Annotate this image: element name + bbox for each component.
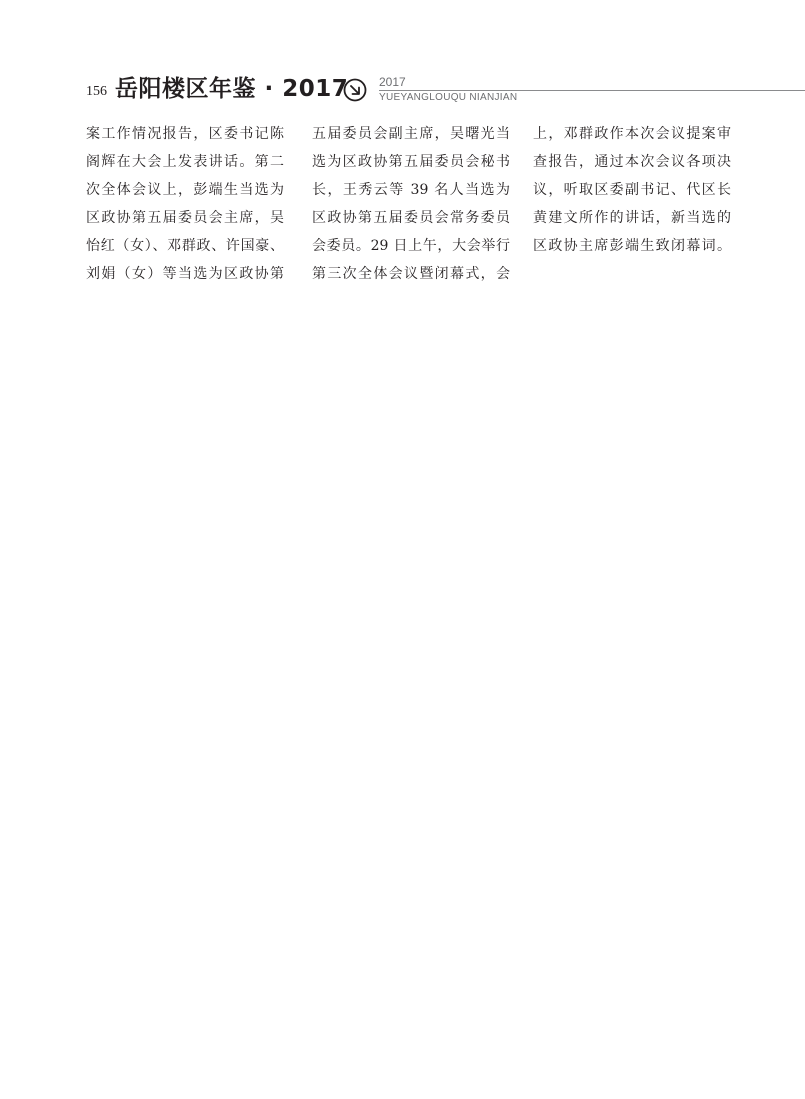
text-column-1 bbox=[86, 120, 284, 288]
text-line: 上，邓群政作本次会议提案审 bbox=[533, 126, 731, 142]
header-year: 2017 bbox=[379, 75, 406, 89]
text-line: 区政协主席彭端生致闭幕词。 bbox=[533, 238, 731, 254]
book-title: 岳阳楼区年鉴 · 2017 bbox=[115, 76, 349, 102]
text-line: 长，王秀云等 39 名人当选为 bbox=[312, 182, 510, 198]
text-column-2 bbox=[312, 120, 510, 288]
text-column-3 bbox=[533, 120, 731, 260]
text-line: 区政协第五届委员会常务委员 bbox=[312, 210, 510, 226]
text-line: 五届委员会副主席，吴曙光当 bbox=[312, 126, 510, 142]
text-line: 阁辉在大会上发表讲话。第二 bbox=[86, 154, 284, 170]
text-line: 黄建文所作的讲话，新当选的 bbox=[533, 210, 731, 226]
text-line: 议，听取区委副书记、代区长 bbox=[533, 182, 731, 198]
header-subtitle: YUEYANGLOUQU NIANJIAN bbox=[379, 92, 518, 103]
text-line: 次全体会议上，彭端生当选为 bbox=[86, 182, 284, 198]
text-line: 第三次全体会议暨闭幕式，会 bbox=[312, 266, 510, 282]
header-rule bbox=[379, 90, 805, 91]
text-line: 怡红（女）、邓群政、许国豪、 bbox=[86, 238, 284, 254]
text-line: 会委员。29 日上午，大会举行 bbox=[312, 238, 510, 254]
circle-arrow-down-right-icon bbox=[343, 78, 367, 102]
text-line: 查报告，通过本次会议各项决 bbox=[533, 154, 731, 170]
page-number: 156 bbox=[86, 84, 107, 99]
text-line: 区政协第五届委员会主席，吴 bbox=[86, 210, 284, 226]
text-line: 刘娟（女）等当选为区政协第 bbox=[86, 266, 284, 282]
page-header bbox=[0, 0, 805, 110]
text-line: 选为区政协第五届委员会秘书 bbox=[312, 154, 510, 170]
body-text bbox=[86, 120, 746, 300]
text-line: 案工作情况报告，区委书记陈 bbox=[86, 126, 284, 142]
